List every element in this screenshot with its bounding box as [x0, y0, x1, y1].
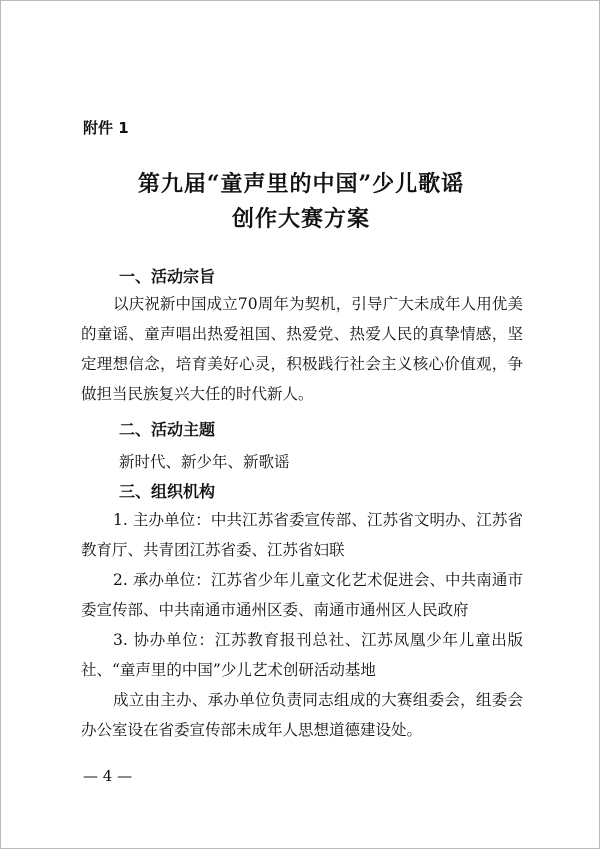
section-2-theme: 新时代、新少年、新歌谣: [119, 453, 290, 471]
attachment-label: 附件 1: [83, 119, 129, 137]
document-title-line-1: 第九届“童声里的中国”少儿歌谣: [137, 171, 465, 197]
org-item-co-organizer: 3. 协办单位：江苏教育报刊总社、江苏凤凰少年儿童出版社、“童声里的中国”少儿艺术创研活动基地: [81, 631, 523, 679]
org-item-host: 1. 主办单位：中共江苏省委宣传部、江苏省文明办、江苏省教育厅、共青团江苏省委、江苏省妇联: [81, 511, 523, 559]
org-item-organizer: 2. 承办单位：江苏省少年儿童文化艺术促进会、中共南通市委宣传部、中共南通市通州区委、南通市通州区人民政府: [81, 571, 523, 619]
org-committee-paragraph: 成立由主办、承办单位负责同志组成的大赛组委会，组委会办公室设在省委宣传部未成年人思想道德建设处。: [81, 691, 523, 739]
section-2-heading: 二、活动主题: [119, 420, 216, 439]
section-3-heading: 三、组织机构: [119, 482, 216, 501]
document-title-line-2: 创作大赛方案: [231, 206, 370, 232]
section-1-paragraph: 以庆祝新中国成立70周年为契机，引导广大未成年人用优美的童谣、童声唱出热爱祖国、热爱党、热爱人民的真挚情感，坚定理想信念，培育美好心灵，积极践行社会主义核心价值观，争做担当民族复兴大任的时代新人。: [81, 295, 523, 403]
section-1-heading: 一、活动宗旨: [119, 267, 216, 286]
page-number: — 4 —: [83, 767, 133, 785]
